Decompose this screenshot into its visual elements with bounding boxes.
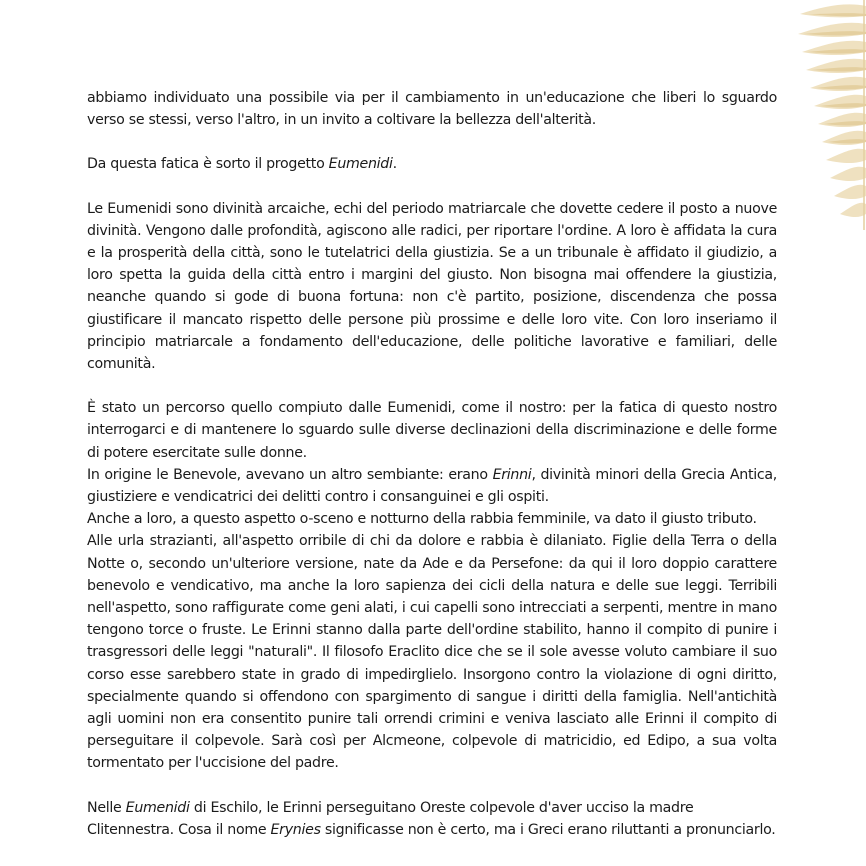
- paragraph: Anche a loro, a questo aspetto o-sceno e notturno della rabbia femminile, va dato il giusto tributo.: [87, 511, 757, 528]
- italic-title: Eumenidi: [328, 156, 393, 173]
- paragraph: In origine le Benevole, avevano un altro sembiante: erano Erinni, divinità minori della Grecia Antica, giustiziere e vendicatrici dei delitti contro i consanguinei e gli ospiti.: [87, 466, 777, 506]
- italic-name: Erinni: [492, 466, 532, 483]
- paragraph: Le Eumenidi sono divinità arcaiche, echi del periodo matriarcale che dovette cedere il posto a nuove divinità. Vengono dalle profondità, agiscono alle radici, per riportare l'ordine. A loro è affidata la cura e la prosperità della città, sono le tutelatrici della giustizia. Se a un tribunale è affidato il giudizio, a loro spetta la guida della città entro i margini del giusto. Non bisogna mai offendere la giustizia, neanche quando si gode di buona fortuna: non c'è partito, posizione, discendenza che possa giustificare il mancato rispetto delle persone più prossime e delle loro vite. Con loro inseriamo il principio matriarcale a fondamento dell'educazione, delle politiche lavorative e familiari, delle comunità.: [87, 200, 777, 373]
- italic-title: Eumenidi: [125, 799, 190, 816]
- paragraph: Da questa fatica è sorto il progetto Eumenidi.: [87, 156, 397, 173]
- fern-leaf-ornament-icon: [794, 0, 866, 866]
- paragraph: abbiamo individuato una possibile via per il cambiamento in un'educazione che liberi lo sguardo verso se stessi, verso l'altro, in un invito a coltivare la bellezza dell'alterità.: [87, 90, 777, 129]
- document-body: [87, 87, 777, 841]
- paragraph: Alle urla strazianti, all'aspetto orribile di chi da dolore e rabbia è dilaniato. Figlie della Terra o della Notte o, secondo un'ulteriore versione, nate da Ade e da Persefone: da qui il loro doppio carattere benevolo e vendicativo, ma anche la loro sapienza dei cicli della natura e delle sue leggi. Terribili nell'aspetto, sono raffigurate come geni alati, i cui capelli sono intrecciati a serpenti, mentre in mano tengono torce o fruste. Le Erinni stanno dalla parte dell'ordine stabilito, hanno il compito di punire i trasgressori delle leggi "naturali". Il filosofo Eraclito dice che se il sole avesse voluto cambiare il suo corso esse sarebbero state in grado di impedirglielo. Insorgono contro la violazione di ogni diritto, specialmente quando si offendono con spargimento di sangue i diritti della famiglia. Nell'antichità agli uomini non era consentito punire tali orrendi crimini e veniva lasciato alle Erinni il compito di perseguitare il colpevole. Sarà così per Alcmeone, colpevole di matricidio, ed Edipo, a sua volta tormentato per l'uccisione del padre.: [87, 533, 777, 772]
- paragraph: Nelle Eumenidi di Eschilo, le Erinni perseguitano Oreste colpevole d'aver ucciso la madre Clitennestra. Cosa il nome Erynies significasse non è certo, ma i Greci erano riluttanti a pronunciarlo.: [87, 799, 776, 838]
- italic-name: Erynies: [270, 821, 321, 838]
- paragraph: È stato un percorso quello compiuto dalle Eumenidi, come il nostro: per la fatica di questo nostro interrogarci e di mantenere lo sguardo sulle diverse declinazioni della discriminazione e delle forme di potere esercitate sulle donne.: [87, 400, 777, 461]
